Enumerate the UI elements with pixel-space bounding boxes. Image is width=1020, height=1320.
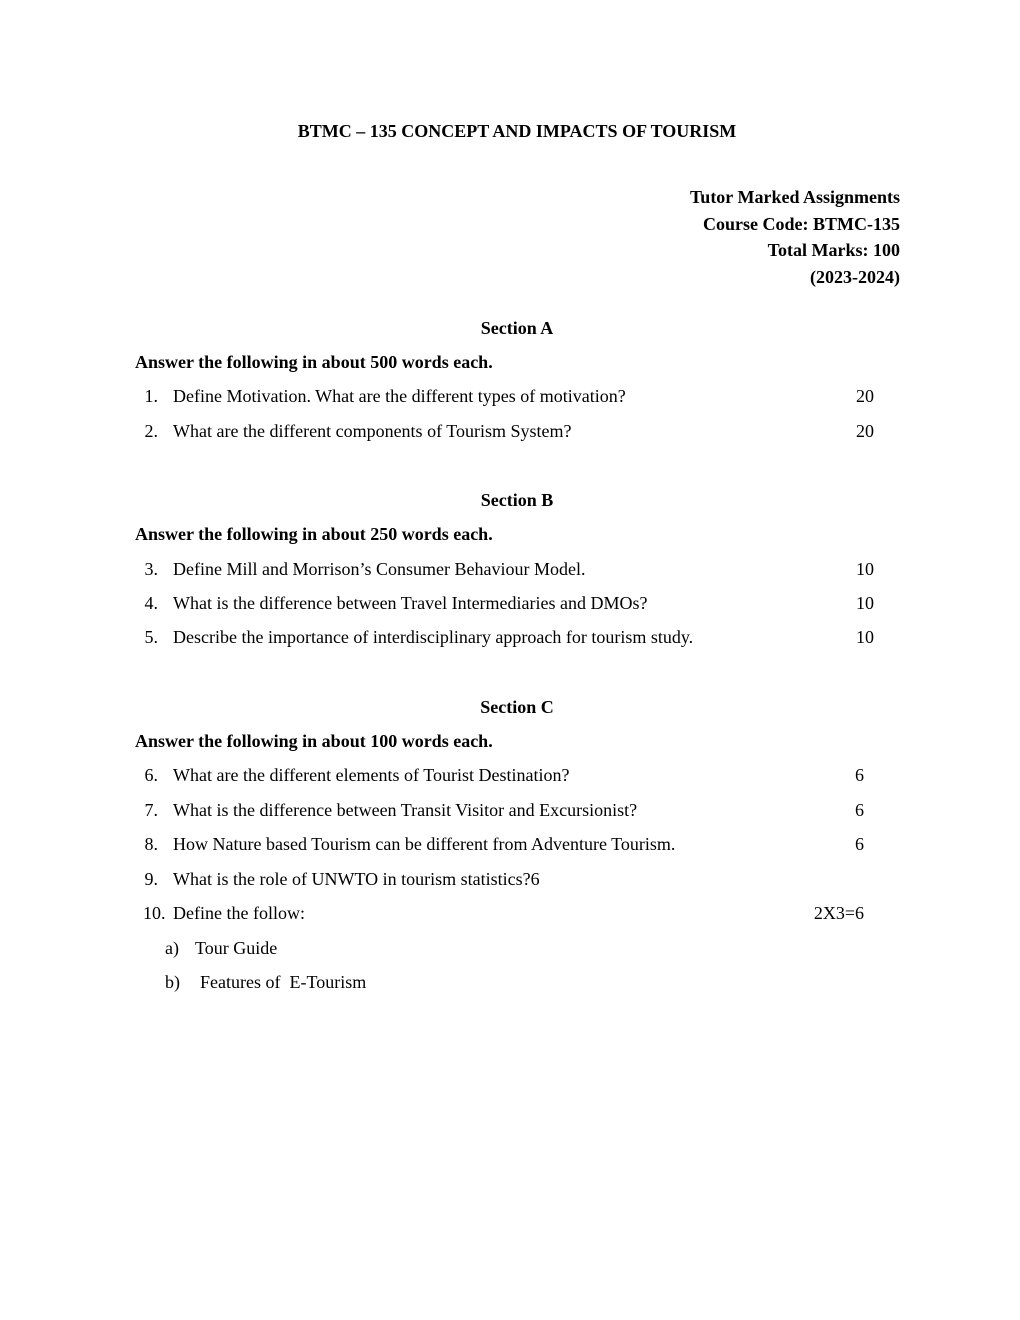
question-number: 3. (144, 559, 158, 579)
header-session-year: (2023-2024) (810, 267, 900, 287)
header-course-code: Course Code: BTMC-135 (703, 214, 900, 234)
question-text: What are the different elements of Tourist Destination? (173, 765, 570, 785)
question-text: What is the difference between Travel Intermediaries and DMOs? (173, 593, 648, 613)
question-text: What is the difference between Transit Visitor and Excursionist? (173, 800, 638, 820)
question-number: 1. (144, 386, 158, 406)
sub-question-label: b) (165, 972, 180, 992)
question-number: 8. (144, 834, 158, 854)
question-number: 6. (144, 765, 158, 785)
question-text: Define Motivation. What are the different types of motivation? (173, 386, 626, 406)
question-text: What is the role of UNWTO in tourism statistics?6 (173, 869, 540, 889)
question-text: Describe the importance of interdisciplinary approach for tourism study. (173, 627, 694, 647)
question-marks: 10 (856, 627, 874, 647)
question-text: How Nature based Tourism can be different from Adventure Tourism. (173, 834, 676, 854)
question-marks: 10 (856, 593, 874, 613)
section-a-instruction: Answer the following in about 500 words each. (135, 352, 493, 372)
section-a-title: Section A (480, 318, 554, 338)
header-assignment-type: Tutor Marked Assignments (689, 187, 900, 207)
question-marks: 20 (856, 421, 874, 441)
sub-question-label: a) (165, 938, 179, 958)
document-title: BTMC – 135 CONCEPT AND IMPACTS OF TOURISM (297, 121, 737, 141)
question-number: 2. (144, 421, 158, 441)
question-marks: 2X3=6 (813, 903, 864, 923)
sub-question-text: Features of E-Tourism (200, 972, 367, 992)
question-marks: 20 (856, 386, 874, 406)
section-b-instruction: Answer the following in about 250 words each. (135, 524, 493, 544)
question-marks: 6 (855, 800, 864, 820)
question-marks: 10 (856, 559, 874, 579)
question-marks: 6 (855, 765, 864, 785)
question-number: 4. (144, 593, 158, 613)
question-number: 9. (144, 869, 158, 889)
section-c-instruction: Answer the following in about 100 words each. (135, 731, 493, 751)
question-marks: 6 (855, 834, 864, 854)
section-c-title: Section C (480, 697, 554, 717)
section-b-title: Section B (480, 490, 554, 510)
question-text: What are the different components of Tourism System? (173, 421, 572, 441)
question-number: 10. (143, 903, 166, 923)
question-text: Define the follow: (173, 903, 305, 923)
question-number: 7. (144, 800, 158, 820)
header-total-marks: Total Marks: 100 (767, 240, 900, 260)
sub-question-text: Tour Guide (195, 938, 278, 958)
question-number: 5. (144, 627, 158, 647)
question-text: Define Mill and Morrison’s Consumer Behaviour Model. (173, 559, 586, 579)
